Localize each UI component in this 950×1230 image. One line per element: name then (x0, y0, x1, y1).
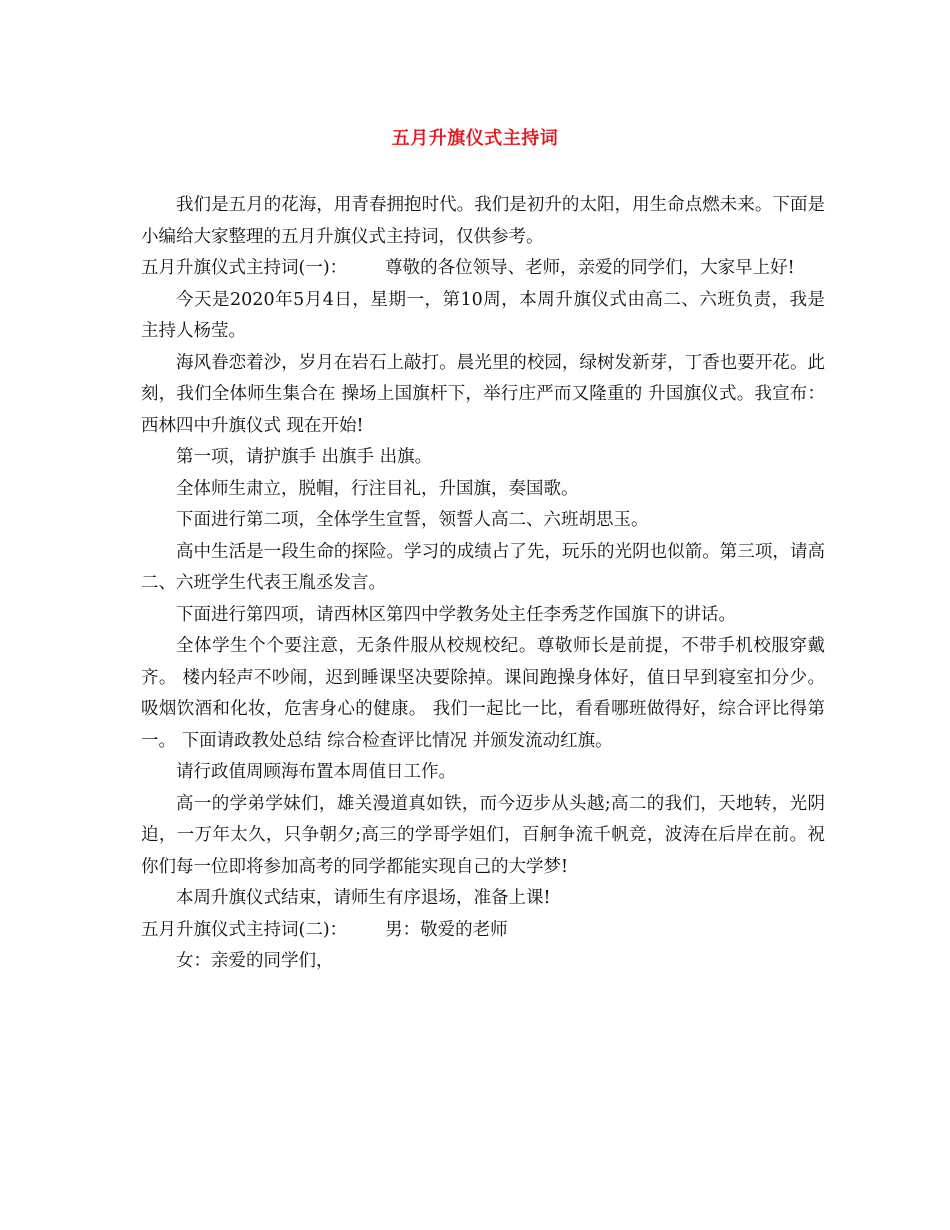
paragraph: 全体师生肃立，脱帽，行注目礼，升国旗，奏国歌。 (176, 478, 579, 499)
paragraph: 全体学生个个要注意，无条件服从校规校纪。尊敬师长是前提，不带手机校服穿戴齐。 楼内轻声不吵闹，迟到睡课坚决要除掉。课间跑操身体好，值日早到寝室扣分少。吸烟饮酒和化妆，危害身心的健康。 我们一起比一比，看看哪班做得好，综合评比得第一。 下面请政教处总结 综合检查评比情况 并颁发流动红旗。 (141, 636, 825, 751)
paragraph-section-one (141, 253, 825, 285)
paragraph: 下面进行第二项，全体学生宣誓，领誓人高二、六班胡思玉。 (176, 510, 649, 530)
section-heading: 五月升旗仪式主持词(一)： (141, 258, 348, 278)
paragraph-intro: 我们是五月的花海，用青春拥抱时代。我们是初升的太阳，用生命点燃未来。下面是小编给大家整理的五月升旗仪式主持词，仅供参考。 (141, 195, 825, 247)
paragraph: 本周升旗仪式结束，请师生有序退场，准备上课! (176, 888, 551, 908)
paragraph: 下面进行第四项，请西林区第四中学教务处主任李秀芝作国旗下的讲话。 (176, 604, 736, 625)
paragraph: 第一项，请护旗手 出旗手 出旗。 (176, 447, 433, 467)
section-text: 尊敬的各位领导、老师，亲爱的同学们，大家早上好! (385, 258, 795, 278)
paragraph: 今天是2020年5月4日，星期一，第10周，本周升旗仪式由高二、六班负责，我是主持人杨莹。 (141, 289, 825, 341)
section-heading: 五月升旗仪式主持词(二)： (141, 919, 348, 940)
paragraph: 高一的学弟学妹们，雄关漫道真如铁，而今迈步从头越;高二的我们，天地转，光阴迫，一万年太久，只争朝夕;高三的学哥学姐们，百舸争流千帆竞，波涛在后岸在前。祝你们每一位即将参加高考的同学都能实现自己的大学梦! (141, 793, 825, 877)
paragraph: 请行政值周顾海布置本周值日工作。 (176, 762, 456, 782)
document-title: 五月升旗仪式主持词 (391, 128, 559, 149)
paragraph: 女：亲爱的同学们， (176, 951, 334, 971)
paragraph: 高中生活是一段生命的探险。学习的成绩占了先，玩乐的光阴也似箭。第三项，请高二、六班学生代表王胤丞发言。 (141, 541, 825, 593)
paragraph-section-two (141, 915, 825, 947)
section-text: 男：敬爱的老师 (385, 919, 508, 940)
document-body (141, 190, 825, 978)
paragraph: 海风眷恋着沙，岁月在岩石上敲打。晨光里的校园，绿树发新芽，丁香也要开花。此刻，我们全体师生集合在 操场上国旗杆下，举行庄严而又隆重的 升国旗仪式。我宣布：西林四中升旗仪式 现在开始! (141, 352, 825, 436)
